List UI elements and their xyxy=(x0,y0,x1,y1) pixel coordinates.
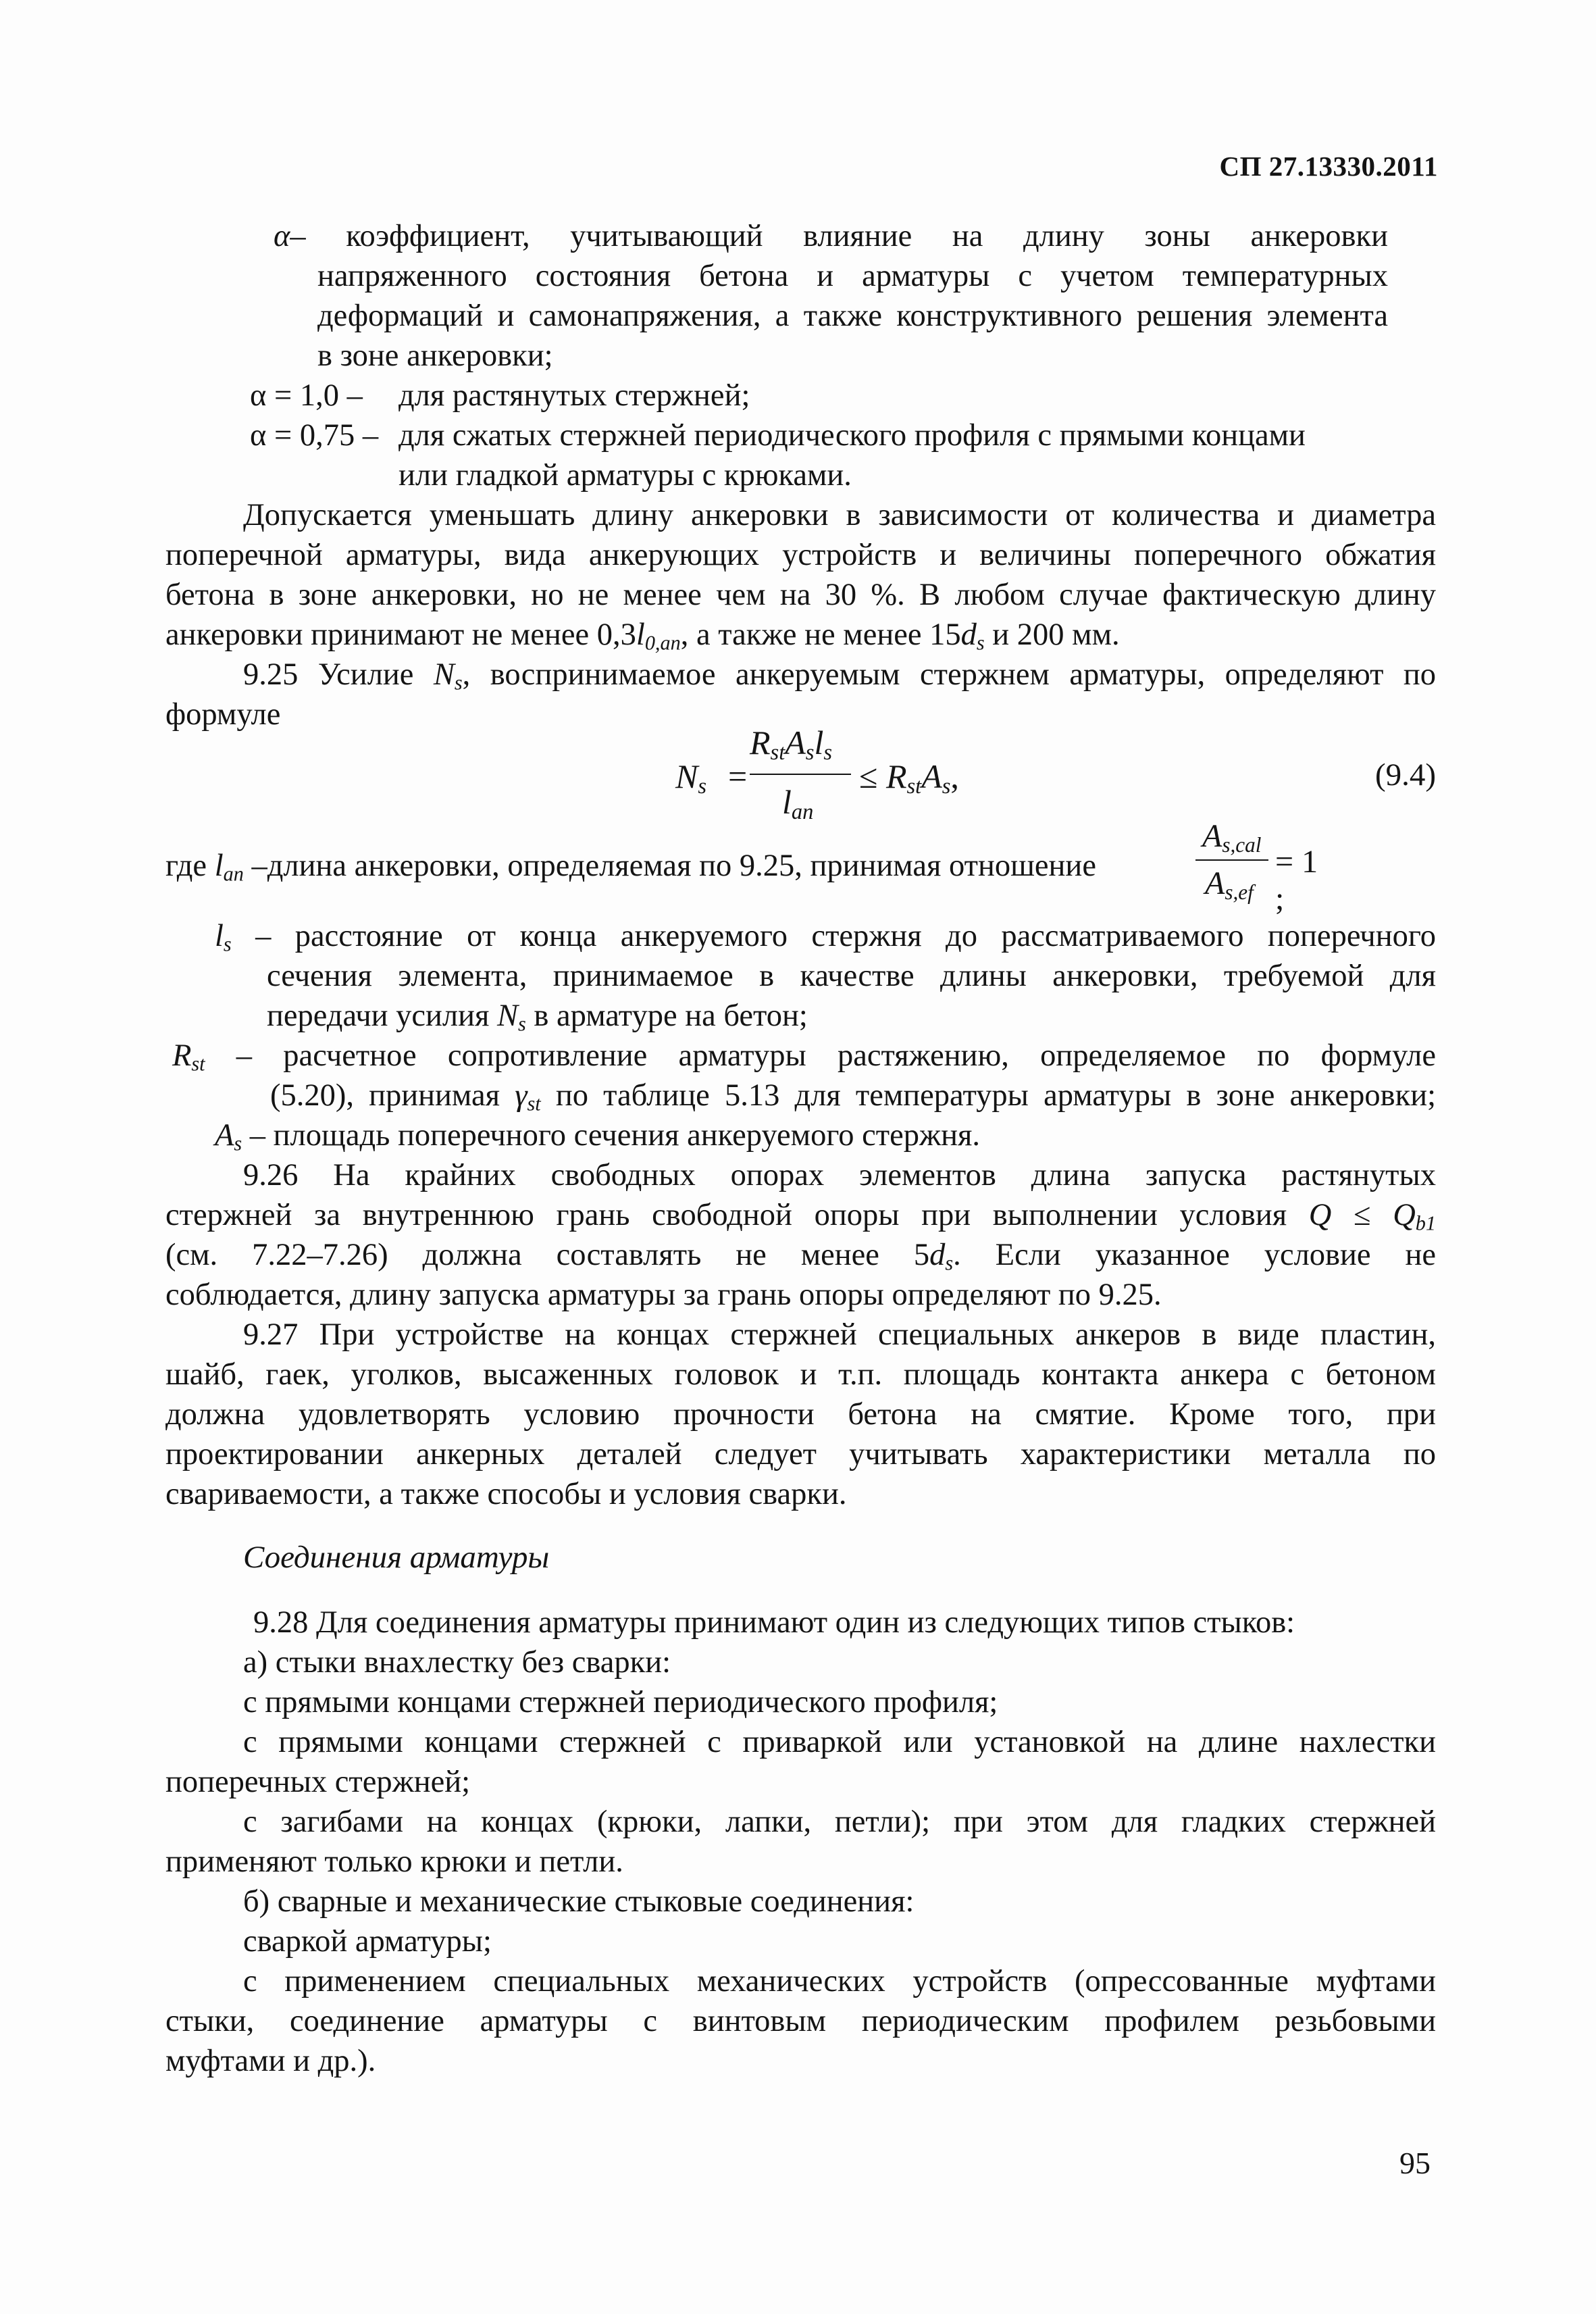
p928-item-a: а) стыки внахлестку без сварки: xyxy=(243,1645,671,1680)
ls-def-line-3: передачи усилия $N_s$ в арматуре на бетон; xyxy=(267,999,808,1036)
allow-para-line-1: Допускается уменьшать длину анкеровки в зависимости от количества и диаметра xyxy=(243,498,1436,532)
p928-item-b2-line-1: с применением специальных механических устройств (опрессованные муфтами xyxy=(243,1964,1436,1998)
alpha-def-line-2: напряженного состояния бетона и арматуры с учетом температурных xyxy=(317,259,1388,293)
ratio-fraction: $A_{s,cal}$ $A_{s,ef}$ = 1 ; xyxy=(1195,818,1331,905)
p928-item-a1: с прямыми концами стержней периодического профиля; xyxy=(243,1685,998,1719)
alpha-case-2-value: α = 0,75 – xyxy=(250,418,379,453)
p928-intro: 9.28 Для соединения арматуры принимают один из следующих типов стыков: xyxy=(253,1605,1295,1640)
formula-numerator: $R_{st}A_sl_s$ xyxy=(750,724,832,765)
p928-item-a3-line-1: с загибами на концах (крюки, лапки, петли); при этом для гладких стержней xyxy=(243,1805,1436,1839)
page-number: 95 xyxy=(1399,2146,1431,2180)
alpha-case-1-text: для растянутых стержней; xyxy=(398,378,750,413)
formula-fraction-bar xyxy=(750,774,851,775)
p928-item-a2-line-1: с прямыми концами стержней с приваркой или установкой на длине нахлестки xyxy=(243,1725,1436,1759)
allow-para-line-2: поперечной арматуры, вида анкерующих устройств и величины поперечного обжатия xyxy=(165,538,1436,572)
p926-line-4: соблюдается, длину запуска арматуры за грань опоры определяют по 9.25. xyxy=(165,1278,1162,1312)
formula-lhs: $N_s$ xyxy=(675,757,707,799)
section-heading: Соединения арматуры xyxy=(243,1540,550,1575)
ls-def-line-1: $l_s$ – расстояние от конца анкеруемого стержня до рассматриваемого поперечного xyxy=(215,919,1436,956)
ls-def-line-2: сечения элемента, принимаемое в качестве длины анкеровки, требуемой для xyxy=(267,959,1436,993)
as-def-line: $A_s$ – площадь поперечного сечения анкеруемого стержня. xyxy=(215,1118,980,1155)
alpha-def-line-4: в зоне анкеровки; xyxy=(317,338,553,373)
formula-number: (9.4) xyxy=(1374,757,1436,793)
p925-line-1: 9.25 Усилие $N_s$, воспринимаемое анкеруемым стержнем арматуры, определяют по xyxy=(243,657,1436,695)
p928-item-a2-line-2: поперечных стержней; xyxy=(165,1765,471,1799)
p925-line-2: формуле xyxy=(165,697,281,732)
p927-line-5: свариваемости, а также способы и условия сварки. xyxy=(165,1477,847,1511)
formula-equals: = xyxy=(728,757,748,795)
alpha-symbol: α xyxy=(274,219,290,253)
p928-item-b1: сваркой арматуры; xyxy=(243,1924,492,1959)
p927-line-1: 9.27 При устройстве на концах стержней специальных анкеров в виде пластин, xyxy=(243,1317,1436,1352)
ratio-fraction-bar xyxy=(1195,859,1268,861)
p926-line-1: 9.26 На крайних свободных опорах элементов длина запуска растянутых xyxy=(243,1158,1436,1192)
allow-para-line-4: анкеровки принимают не менее $0,3l_{0,an}$, а также не менее $15d_s$ и 200 мм. xyxy=(165,618,1120,655)
p928-item-b2-line-2: стыки, соединение арматуры с винтовым периодическим профилем резьбовыми xyxy=(165,2004,1436,2038)
alpha-case-2-text-1: для сжатых стержней периодического профиля с прямыми концами xyxy=(398,418,1306,453)
rst-def-line-2: (5.20), принимая $\gamma_{st}$ по таблице 5.13 для температуры арматуры в зоне анкеровки; xyxy=(270,1078,1436,1115)
p928-item-b2-line-3: муфтами и др.). xyxy=(165,2044,376,2078)
p926-line-3: (см. 7.22–7.26) должна составлять не менее $5d_s$. Если указанное условие не xyxy=(165,1238,1436,1275)
formula-rhs: ≤ $R_{st}A_s$, xyxy=(859,757,959,799)
alpha-def-line-1: α– коэффициент, учитывающий влияние на длину зоны анкеровки xyxy=(274,219,1388,253)
p927-line-4: проектировании анкерных деталей следует учитывать характеристики металла по xyxy=(165,1437,1436,1472)
rst-def-line-1: $R_{st}$ – расчетное сопротивление арматуры растяжению, определяемое по формуле xyxy=(172,1038,1436,1076)
p927-line-2: шайб, гаек, уголков, высаженных головок и т.п. площадь контакта анкера с бетоном xyxy=(165,1357,1436,1392)
alpha-def-line-3: деформаций и самонапряжения, а также конструктивного решения элемента xyxy=(317,299,1388,333)
alpha-case-2-text-2: или гладкой арматуры с крюками. xyxy=(398,458,852,493)
p928-item-a3-line-2: применяют только крюки и петли. xyxy=(165,1844,623,1879)
p927-line-3: должна удовлетворять условию прочности бетона на смятие. Кроме того, при xyxy=(165,1397,1436,1432)
p926-line-2: стержней за внутреннюю грань свободной опоры при выполнении условия $Q \le Q_{b1}$ xyxy=(165,1198,1436,1235)
where-line: где $l_{an}$ –длина анкеровки, определяемая по 9.25, принимая отношение xyxy=(165,849,1096,886)
formula-9-4 xyxy=(0,723,1596,824)
allow-para-line-3: бетона в зоне анкеровки, но не менее чем на 30 %. В любом случае фактическую длину xyxy=(165,578,1436,612)
document-code: СП 27.13330.2011 xyxy=(1219,151,1438,182)
p928-item-b: б) сварные и механические стыковые соединения: xyxy=(243,1884,915,1919)
formula-denominator: $l_{an}$ xyxy=(782,783,814,825)
alpha-case-1-value: α = 1,0 – xyxy=(250,378,363,413)
